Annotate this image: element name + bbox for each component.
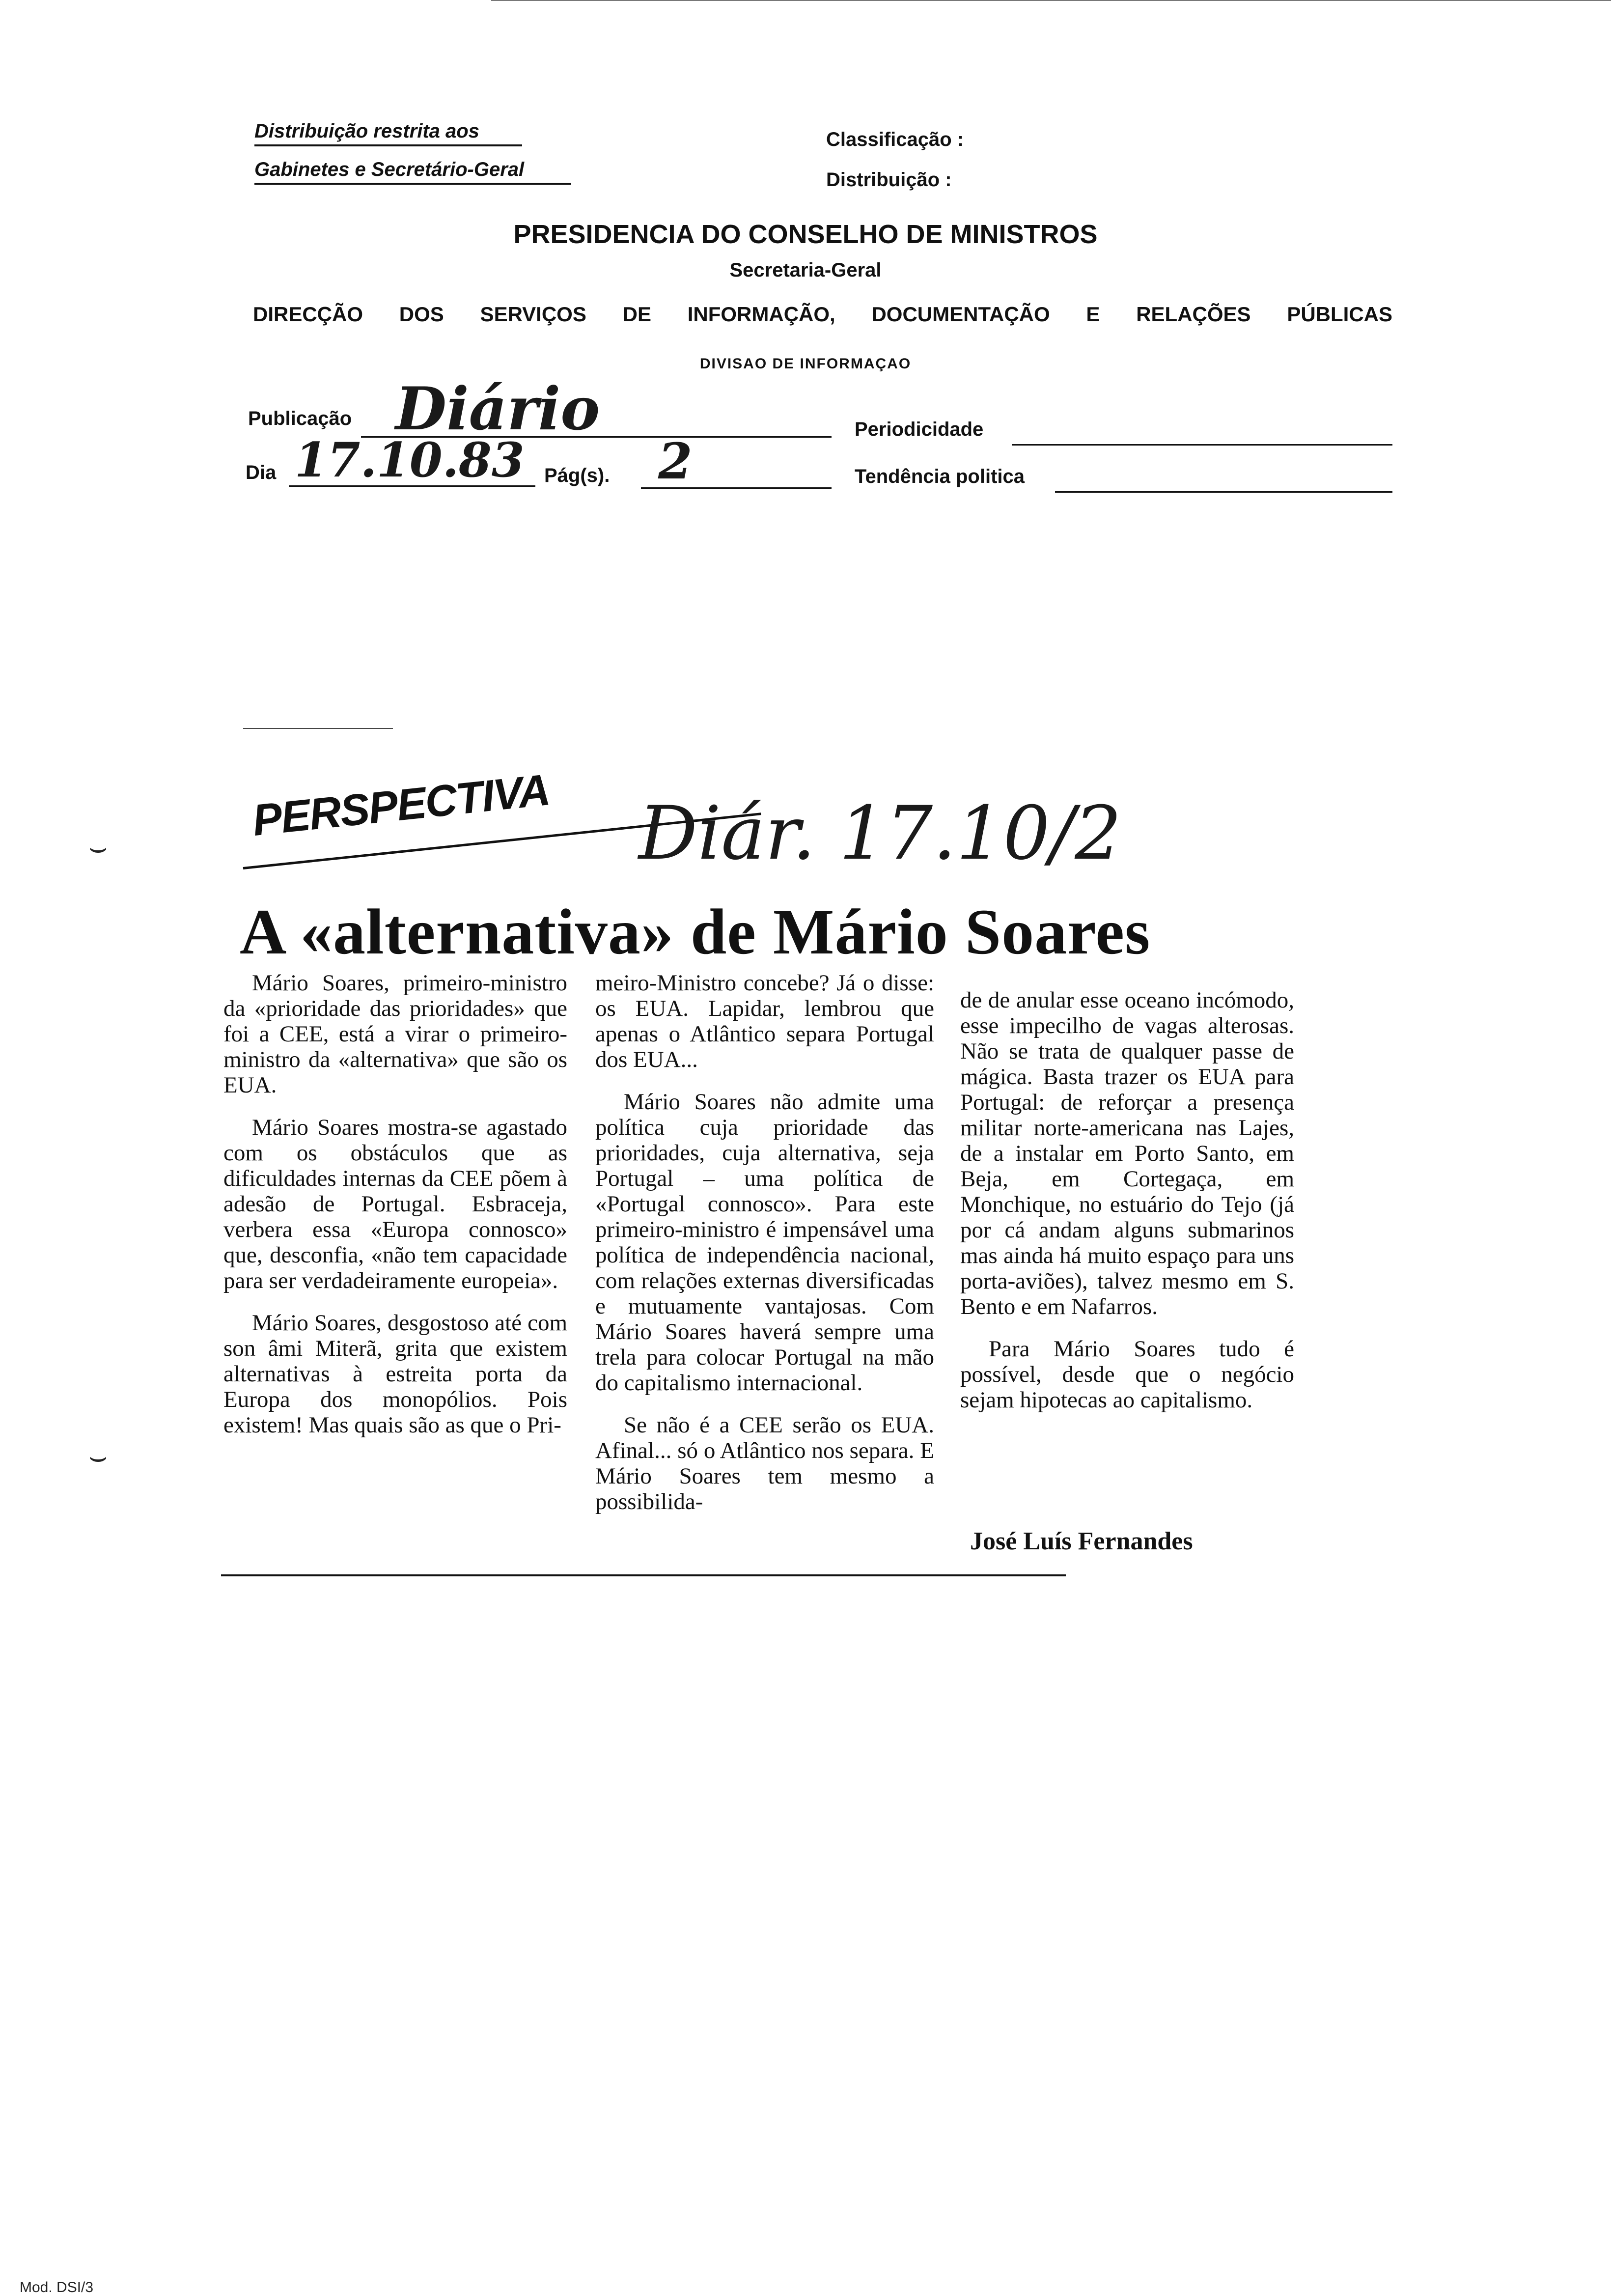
clipping-bottom-rule: [221, 1574, 1066, 1576]
publicacao-handwritten: Diário: [395, 374, 600, 444]
paragraph: Se não é a CEE serão os EUA. Afinal... só o Atlântico nos separa. E Mário Soares tem mesmo a possibilida-: [595, 1412, 934, 1514]
article-column-3: [960, 987, 1294, 1413]
paragraph: Mário Soares, desgostoso até com son âmi Miterã, grita que existem alternativas à estreita porta da Europa dos monopólios. Pois existem! Mas quais são as que o Pri-: [223, 1310, 567, 1438]
article-author: José Luís Fernandes: [970, 1527, 1193, 1555]
pags-handwritten: 2: [658, 432, 693, 490]
paragraph: Para Mário Soares tudo é possível, desde que o negócio sejam hipotecas ao capitalismo.: [960, 1336, 1294, 1413]
article-headline: A «alternativa» de Mário Soares: [240, 896, 1151, 968]
paragraph: Mário Soares, primeiro-ministro da «prioridade das prioridades» que foi a CEE, está a virar o primeiro-ministro da «alternativa» que são os EUA.: [223, 970, 567, 1098]
distribuicao-label: Distribuição :: [826, 169, 952, 191]
article-column-2: [595, 970, 934, 1514]
paragraph: de de anular esse oceano incómodo, esse impecilho de vagas alterosas. Não se trata de qualquer passe de mágica. Basta trazer os EUA para Portugal: de reforçar a presença militar norte-americana nas Lajes, de a instalar em Porto Santo, em Beja, em Cortegaça, em Monchique, no estuário do Tejo (já por cá andam alguns submarinos mas ainda há muito espaço para uns porta-aviões), talvez mesmo em S. Bento e em Nafarros.: [960, 987, 1294, 1319]
restricted-line-1: Distribuição restrita aos: [254, 118, 522, 146]
dia-label: Dia: [246, 462, 277, 483]
section-label: PERSPECTIVA: [250, 765, 552, 846]
periodicidade-label: Periodicidade: [855, 419, 984, 440]
paragraph: Mário Soares mostra-se agastado com os obstáculos que as dificuldades internas da CEE põem à adesão de Portugal. Esbraceja, verbera essa «Europa connosco» que, desconfia, «não tem capacidade para ser verdadeiramente europeia».: [223, 1115, 567, 1293]
paragraph: Mário Soares não admite uma política cuja prioridade das prioridades, cuja alternativa, seja Portugal – uma política de «Portugal connosco». Para este primeiro-ministro é impensável uma política de independência nacional, com relações externas diversificadas e mutuamente vantajosas. Com Mário Soares haverá sempre uma trela para colocar Portugal na mão do capitalismo internacional.: [595, 1089, 934, 1396]
presidencia-heading: PRESIDENCIA DO CONSELHO DE MINISTROS: [513, 220, 1098, 249]
periodicidade-line: [1012, 444, 1392, 446]
punch-mark-icon: ⌣: [88, 1440, 108, 1473]
classificacao-label: Classificação :: [826, 129, 964, 150]
divisao-heading: DIVISAO DE INFORMAÇAO: [699, 356, 912, 372]
tendencia-label: Tendência politica: [855, 466, 1025, 487]
handwritten-note: Diár. 17.10/2: [639, 791, 1122, 876]
tendencia-line: [1055, 491, 1392, 493]
pags-label: Pág(s).: [544, 465, 610, 486]
clipping-top-rule: [243, 728, 393, 729]
paragraph: meiro-Ministro concebe? Já o disse: os EUA. Lapidar, lembrou que apenas o Atlântico separa Portugal dos EUA...: [595, 970, 934, 1072]
scan-edge-line: [491, 0, 1611, 1]
restricted-line-2: Gabinetes e Secretário-Geral: [254, 156, 571, 185]
direccao-heading: DIRECÇÃO DOS SERVIÇOS DE INFORMAÇÃO, DOCUMENTAÇÃO E RELAÇÕES PÚBLICAS: [253, 303, 1392, 326]
form-model-code: Mod. DSI/3: [20, 2279, 94, 2296]
dia-handwritten: 17.10.83: [295, 432, 525, 488]
secretaria-heading: Secretaria-Geral: [729, 259, 882, 281]
publicacao-label: Publicação: [248, 408, 352, 429]
article-column-1: [223, 970, 567, 1438]
punch-mark-icon: ⌣: [88, 831, 108, 864]
